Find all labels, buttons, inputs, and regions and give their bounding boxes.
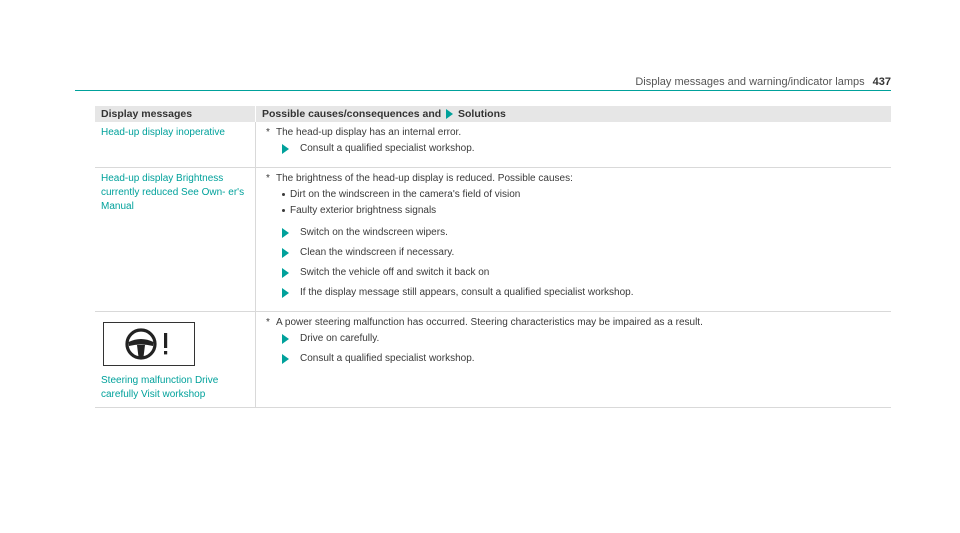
action-item [262,332,885,346]
cause-item [262,172,885,186]
cause-text: The brightness of the head-up display is reduced. Possible causes: [276,173,573,184]
header-display-messages: Display messages [95,106,256,122]
action-text: Switch on the windscreen wipers. [300,227,448,238]
page-number: 437 [872,76,891,88]
action-text: Switch the vehicle off and switch it back on [300,267,490,278]
arrow-icon [282,268,289,278]
steering-wheel-exclamation-icon [103,322,195,366]
message-text: Head-up display Brightness currently reduced See Own- er's Manual [101,173,245,212]
bullet-item [262,204,885,218]
table-header-row [95,106,891,122]
bullet-dot-icon [282,209,285,212]
action-item [262,142,885,156]
action-item [262,286,885,300]
header-solutions-label: Solutions [458,108,506,120]
header-causes-solutions [256,106,892,122]
bullet-text: Dirt on the windscreen in the camera's field of vision [290,189,521,200]
asterisk-icon: * [266,127,270,138]
solution-cell [256,168,892,312]
steering-wheel-icon [119,327,179,361]
action-item [262,352,885,366]
action-text: Drive on carefully. [300,333,380,344]
bullet-item [262,188,885,202]
action-text: Consult a qualified specialist workshop. [300,353,475,364]
bullet-dot-icon [282,193,285,196]
cause-text: A power steering malfunction has occurred. Steering characteristics may be impaired as a result. [276,317,703,328]
cause-item [262,126,885,140]
page-header [75,76,891,91]
spacer [262,372,885,390]
message-cell [95,312,256,408]
asterisk-icon: * [266,317,270,328]
section-title: Display messages and warning/indicator lamps [635,76,865,88]
table-row [95,312,891,408]
message-text: Head-up display inoperative [101,127,225,138]
header-causes-label: Possible causes/consequences and [262,108,442,120]
display-messages-table [95,106,891,408]
cause-text: The head-up display has an internal error. [276,127,462,138]
arrow-icon [282,228,289,238]
arrow-icon [282,354,289,364]
solution-cell [256,312,892,408]
message-text: Steering malfunction Drive carefully Visit workshop [101,375,219,400]
action-text: Consult a qualified specialist workshop. [300,143,475,154]
message-cell [95,168,256,312]
action-text: If the display message still appears, consult a qualified specialist workshop. [300,287,634,298]
header-title-area [635,76,891,88]
arrow-icon [446,109,453,119]
table-row [95,122,891,168]
action-item [262,246,885,260]
asterisk-icon: * [266,173,270,184]
arrow-icon [282,248,289,258]
action-text: Clean the windscreen if necessary. [300,247,455,258]
arrow-icon [282,144,289,154]
message-cell [95,122,256,168]
bullet-text: Faulty exterior brightness signals [290,205,437,216]
cause-item [262,316,885,330]
action-item [262,266,885,280]
action-item [262,226,885,240]
arrow-icon [282,334,289,344]
arrow-icon [282,288,289,298]
solution-cell [256,122,892,168]
table-row [95,168,891,312]
